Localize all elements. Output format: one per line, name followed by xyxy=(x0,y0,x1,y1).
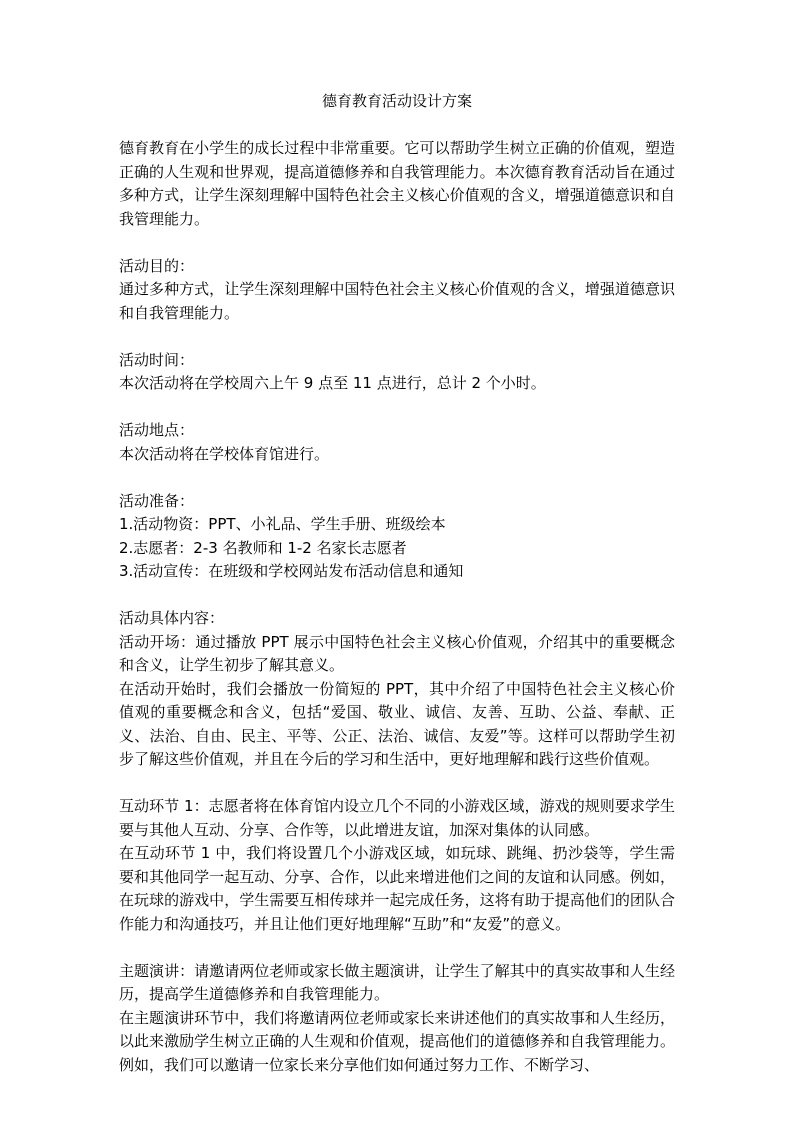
spacer xyxy=(119,325,675,349)
spacer xyxy=(119,936,675,960)
time-heading: 活动时间： xyxy=(119,350,195,369)
opening-summary: 活动开场：通过播放 PPT 展示中国特色社会主义核心价值观，介绍其中的重要概念和含义，让学生初步了解其意义。 xyxy=(119,632,675,674)
content-heading: 活动具体内容： xyxy=(119,609,225,627)
preparation-item: 2.志愿者：2-3 名教师和 1-2 名家长志愿者 xyxy=(119,538,407,557)
preparation-heading: 活动准备： xyxy=(119,491,195,510)
spacer xyxy=(119,466,675,490)
spacer xyxy=(119,584,675,608)
time-text: 本次活动将在学校周六上午 9 点至 11 点进行，总计 2 个小时。 xyxy=(119,374,546,392)
interaction-summary: 互动环节 1：志愿者将在体育馆内设立几个不同的小游戏区域，游戏的规则要求学生要与其他人互动、分享、合作等，以此增进友谊，加深对集体的认同感。 xyxy=(119,797,675,839)
purpose-heading: 活动目的： xyxy=(119,256,195,275)
location-heading: 活动地点： xyxy=(119,421,195,439)
document-title: 德育教育活动设计方案 xyxy=(321,92,472,110)
interaction-detail: 在互动环节 1 中，我们将设置几个小游戏区域，如玩球、跳绳、扔沙袋等，学生需要和其他同学一起互动、分享、合作，以此来增进他们之间的友谊和认同感。例如，在玩球的游戏中，学生需要互相传球并一起完成任务，这将有助于提高他们的团队合作能力和沟通技巧，并且让他们更好地理解“互助”和“友爱”的意义。 xyxy=(119,844,675,933)
spacer xyxy=(119,772,675,796)
purpose-text: 通过多种方式，让学生深刻理解中国特色社会主义核心价值观的含义，增强道德意识和自我管理能力。 xyxy=(119,280,675,322)
speech-detail: 在主题演讲环节中，我们将邀请两位老师或家长来讲述他们的真实故事和人生经历，以此来激励学生树立正确的人生观和价值观，提高他们的道德修养和自我管理能力。例如，我们可以邀请一位家长来分享他们如何通过努力工作、不断学习、 xyxy=(119,1008,675,1074)
spacer xyxy=(119,231,675,255)
location-text: 本次活动将在学校体育馆进行。 xyxy=(119,444,330,463)
intro-paragraph: 德育教育在小学生的成长过程中非常重要。它可以帮助学生树立正确的价值观，塑造正确的人生观和世界观，提高道德修养和自我管理能力。本次德育教育活动旨在通过多种方式，让学生深刻理解中国特色社会主义核心价值观的含义，增强道德意识和自我管理能力。 xyxy=(119,139,675,228)
preparation-item: 3.活动宣传：在班级和学校网站发布活动信息和通知 xyxy=(119,562,464,580)
spacer xyxy=(119,396,675,420)
preparation-item: 1.活动物资：PPT、小礼品、学生手册、班级绘本 xyxy=(119,515,446,533)
document-page xyxy=(119,90,675,1077)
opening-detail: 在活动开始时，我们会播放一份简短的 PPT，其中介绍了中国特色社会主义核心价值观的重要概念和含义，包括“爱国、敬业、诚信、友善、互助、公益、奉献、正义、法治、自由、民主、平等、公正、法治、诚信、友爱”等。这样可以帮助学生初步了解这些价值观，并且在今后的学习和生活中，更好地理解和践行这些价值观。 xyxy=(119,679,675,768)
speech-summary: 主题演讲：请邀请两位老师或家长做主题演讲，让学生了解其中的真实故事和人生经历，提高学生道德修养和自我管理能力。 xyxy=(119,961,675,1003)
